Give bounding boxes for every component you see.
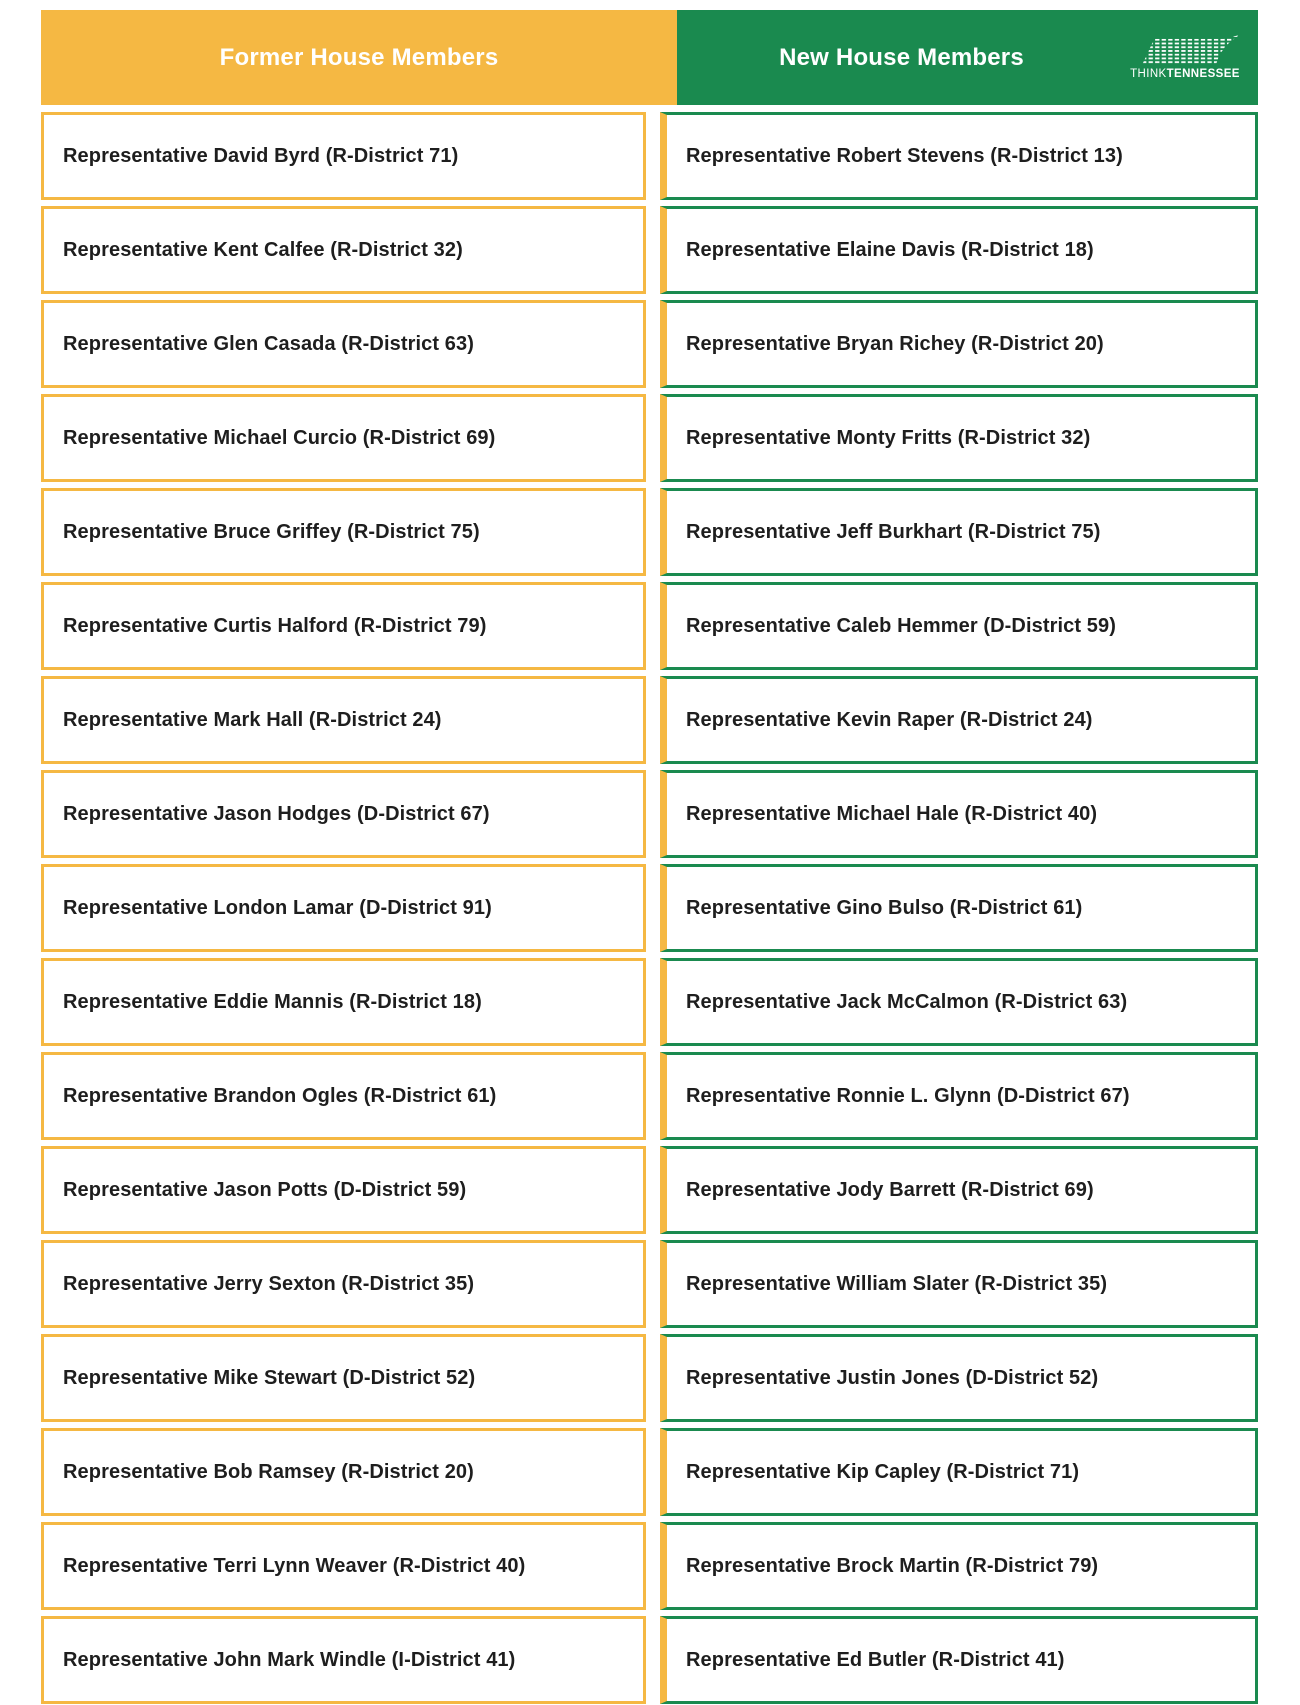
former-member-name: Representative Brandon Ogles (R-District 61) [63,1084,497,1107]
new-members-header-label: New House Members [779,43,1024,71]
logo-tennessee-text: TENNESSEE [1166,68,1240,80]
new-member-cell [660,1146,1258,1234]
new-member-cell [660,300,1258,388]
house-members-comparison-table [41,10,1258,1704]
new-member-name: Representative Justin Jones (D-District 52) [686,1366,1099,1389]
new-member-cell [660,206,1258,294]
former-member-name: Representative Kent Calfee (R-District 32) [63,238,463,261]
former-member-cell [41,1052,646,1140]
new-member-name: Representative Jody Barrett (R-District 69) [686,1178,1094,1201]
new-member-name: Representative Ed Butler (R-District 41) [686,1648,1065,1671]
new-member-cell [660,864,1258,952]
new-member-name: Representative Elaine Davis (R-District 18) [686,238,1094,261]
new-member-cell [660,1240,1258,1328]
former-member-name: Representative John Mark Windle (I-District 41) [63,1648,516,1671]
table-body [41,112,1258,1704]
former-member-cell [41,1522,646,1610]
former-member-cell [41,1240,646,1328]
new-member-name: Representative Gino Bulso (R-District 61) [686,896,1083,919]
former-members-header [41,10,677,105]
former-member-cell [41,864,646,952]
former-member-cell [41,206,646,294]
former-member-cell [41,958,646,1046]
former-member-name: Representative Jason Potts (D-District 59) [63,1178,467,1201]
new-member-cell [660,1616,1258,1704]
new-members-column [660,112,1258,1704]
logo-think-text: THINK [1130,68,1167,80]
new-member-name: Representative Ronnie L. Glynn (D-District 67) [686,1084,1130,1107]
new-member-cell [660,958,1258,1046]
new-member-cell [660,488,1258,576]
former-member-cell [41,112,646,200]
former-member-cell [41,582,646,670]
former-member-name: Representative Eddie Mannis (R-District 18) [63,990,482,1013]
former-member-name: Representative Bob Ramsey (R-District 20) [63,1460,474,1483]
new-member-cell [660,1522,1258,1610]
new-member-cell [660,676,1258,764]
former-member-cell [41,1616,646,1704]
former-member-cell [41,1146,646,1234]
former-member-name: Representative Michael Curcio (R-District 69) [63,426,496,449]
new-member-name: Representative William Slater (R-District 35) [686,1272,1108,1295]
new-member-cell [660,112,1258,200]
new-member-name: Representative Jack McCalmon (R-District 63) [686,990,1128,1013]
new-member-cell [660,1334,1258,1422]
former-member-cell [41,1428,646,1516]
former-member-name: Representative Mark Hall (R-District 24) [63,708,442,731]
tennessee-state-icon [1129,34,1241,68]
former-member-cell [41,394,646,482]
former-member-name: Representative Mike Stewart (D-District 52) [63,1366,476,1389]
new-member-name: Representative Michael Hale (R-District 40) [686,802,1098,825]
former-member-name: Representative Curtis Halford (R-District 79) [63,614,487,637]
new-member-cell [660,1428,1258,1516]
former-member-name: Representative Bruce Griffey (R-District 75) [63,520,480,543]
former-member-name: Representative David Byrd (R-District 71) [63,144,459,167]
former-member-cell [41,300,646,388]
new-member-cell [660,1052,1258,1140]
new-member-name: Representative Jeff Burkhart (R-District 75) [686,520,1101,543]
former-member-cell [41,488,646,576]
new-member-name: Representative Bryan Richey (R-District 20) [686,332,1104,355]
new-member-cell [660,770,1258,858]
former-member-name: Representative Glen Casada (R-District 63) [63,332,475,355]
former-members-column [41,112,646,1704]
former-member-name: Representative Jerry Sexton (R-District 35) [63,1272,475,1295]
former-member-cell [41,1334,646,1422]
new-member-cell [660,394,1258,482]
new-member-name: Representative Kip Capley (R-District 71) [686,1460,1080,1483]
former-members-header-label: Former House Members [219,43,499,71]
table-header-row [41,10,1258,105]
former-member-name: Representative London Lamar (D-District 91) [63,896,492,919]
new-member-name: Representative Monty Fritts (R-District 32) [686,426,1091,449]
former-member-name: Representative Terri Lynn Weaver (R-District 40) [63,1554,526,1577]
former-member-name: Representative Jason Hodges (D-District 67) [63,802,490,825]
new-member-cell [660,582,1258,670]
new-member-name: Representative Brock Martin (R-District 79) [686,1554,1099,1577]
new-member-name: Representative Robert Stevens (R-District 13) [686,144,1123,167]
former-member-cell [41,770,646,858]
former-member-cell [41,676,646,764]
new-member-name: Representative Caleb Hemmer (D-District 59) [686,614,1117,637]
think-tennessee-logo [1126,34,1244,81]
new-member-name: Representative Kevin Raper (R-District 24) [686,708,1093,731]
new-members-header [677,10,1258,105]
think-tennessee-wordmark [1130,68,1240,81]
